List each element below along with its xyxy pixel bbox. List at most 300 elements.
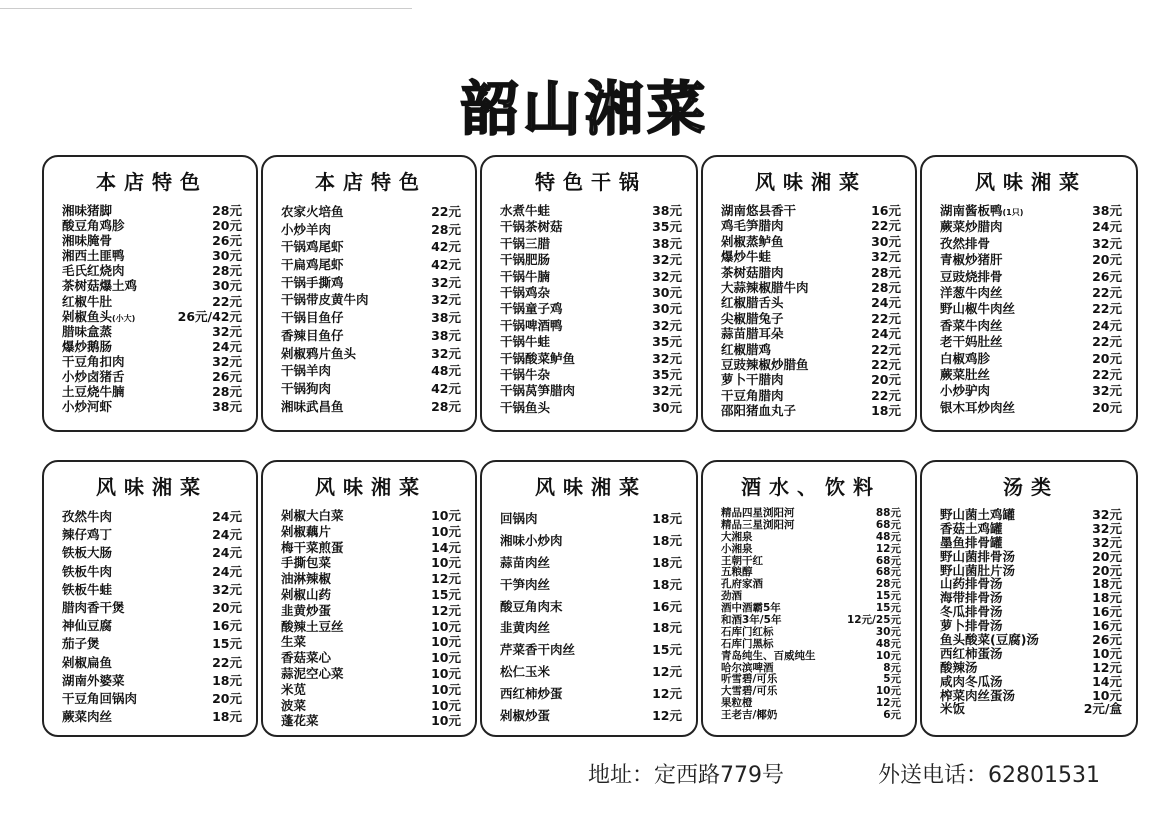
menu-item-name-text: 生菜 [281,634,307,650]
menu-item-price: 10元 [431,650,461,666]
menu-item-price: 22元 [1092,301,1122,317]
menu-item-name [281,398,344,416]
menu-item-price: 24元 [212,545,242,561]
menu-item-price: 10元 [431,523,461,539]
menu-item-name-text: 听雪碧/可乐 [721,673,778,686]
menu-item [281,256,461,274]
menu-item-name [500,400,550,416]
menu-panel [480,155,698,432]
menu-item-price: 12元 [875,697,901,710]
menu-item [281,571,461,587]
menu-item-name-text: 土豆烧牛腩 [62,384,125,400]
menu-item-price: 68元 [875,554,901,567]
menu-item [62,263,242,278]
menu-panel [261,155,477,432]
menu-item-name-text: 精品三星浏阳河 [721,518,795,531]
menu-item-name [62,617,112,635]
menu-item [940,647,1122,661]
menu-item-name-text: 剁椒藕片 [281,523,332,539]
menu-item-price: 20元 [1092,252,1122,268]
menu-item-name [500,269,550,285]
menu-item-price: 38元 [1092,203,1122,218]
menu-panel [480,460,698,737]
menu-item [281,713,461,729]
menu-item [500,661,682,683]
menu-item-name [281,380,331,398]
menu-item-price: 10元 [431,665,461,681]
menu-item-price: 30元 [652,301,682,317]
menu-item-name-text: 西红柿炒蛋 [500,686,563,702]
menu-item-name-text: 榨菜肉丝蛋汤 [940,687,1016,703]
menu-item [500,683,682,705]
menu-item-name [281,291,369,309]
menu-item-price: 32元 [1092,520,1122,536]
menu-item [940,577,1122,591]
menu-item-name-text: 和酒3年/5年 [721,614,782,627]
menu-item [281,619,461,635]
menu-item-name-text: 邵阳猪血丸子 [721,403,797,419]
menu-item [721,295,901,310]
panel-title: 风味湘菜 [535,475,647,499]
menu-item-name-text: 韭黄肉丝 [500,620,551,636]
menu-item-price: 32元 [652,317,682,333]
menu-item-name [940,252,1003,268]
menu-item-name [281,698,306,714]
menu-item-name-text: 湘西土匪鸭 [62,248,125,264]
menu-item-price: 38元 [652,203,682,218]
menu-item-price: 42元 [431,239,461,255]
menu-item-price: 16元 [212,618,242,634]
menu-item [940,605,1122,619]
menu-item-note: (小大) [112,313,136,323]
menu-item [281,291,461,309]
menu-item [940,383,1122,399]
menu-item-name-text: 香菇菜心 [281,650,332,666]
menu-item-name-text: 鸡毛笋腊肉 [721,218,784,234]
menu-item-price: 88元 [875,507,901,519]
menu-item-name-text: 五粮醇 [721,566,753,579]
menu-item-name [500,252,550,268]
menu-item [62,278,242,293]
menu-item-name [500,639,575,661]
menu-item-price: 26元 [1092,632,1122,648]
menu-item [500,617,682,639]
menu-item [500,285,682,301]
menu-item-price: 20元 [212,218,242,234]
menu-item-price: 22元 [212,293,242,309]
menu-item-name-text: 腊味盒蒸 [62,323,113,339]
menu-item [281,203,461,221]
menu-item [62,294,242,309]
menu-item-name [281,666,344,682]
menu-item-price: 32元 [871,249,901,265]
menu-item-price: 14元 [1092,673,1122,689]
menu-item-price: 16元 [1092,618,1122,634]
menu-item-price: 10元 [431,508,461,523]
menu-item-name-text: 米饭 [940,701,966,717]
menu-item-name-text: 干豆角回锅肉 [62,690,138,706]
menu-panel [701,155,917,432]
menu-item-price: 18元 [1092,576,1122,592]
panel-title: 特色干锅 [535,170,647,194]
menu-item [940,522,1122,536]
menu-item-name-text: 干锅羊肉 [281,363,332,379]
menu-item-name [281,309,344,327]
menu-item-name [721,249,771,264]
menu-item-name [721,311,784,326]
menu-item-price: 18元 [1092,590,1122,606]
menu-item [62,369,242,384]
menu-item-name [500,203,550,219]
menu-item-name-text: 冬瓜排骨汤 [940,604,1003,620]
menu-item-name-text: 王老吉/椰奶 [721,709,778,722]
menu-item [940,203,1122,219]
menu-item-name-text: 茄子煲 [62,636,100,652]
menu-item-price: 10元 [1092,645,1122,661]
menu-item [721,280,901,295]
menu-item-name-text: 水煮牛蛙 [500,203,551,218]
menu-item [500,236,682,252]
menu-item-name [62,544,112,562]
menu-item-name [721,326,784,341]
menu-item-name-text: 小炒驴肉 [940,383,991,399]
menu-item-name-text: 海带排骨汤 [940,590,1003,606]
menu-item-name [62,339,112,354]
menu-item-name [281,524,331,540]
menu-item [940,550,1122,564]
menu-item [62,544,242,562]
menu-item-name [940,383,990,399]
menu-item-name [940,591,1003,605]
menu-item-name [62,635,100,653]
menu-item [62,635,242,653]
menu-item [500,400,682,416]
menu-item-price: 38元 [212,399,242,415]
menu-item-price: 12元 [652,686,682,702]
menu-item-price: 26元 [212,233,242,249]
menu-item-price: 20元 [212,690,242,706]
menu-item-price: 15元 [431,586,461,602]
menu-item-name-text: 酸豆角肉末 [500,598,563,614]
menu-item-name [281,682,306,698]
menu-item-name-text: 蒜苗肉丝 [500,554,551,570]
menu-item-price: 48元 [431,363,461,379]
menu-item-name-text: 红椒腊鸡 [721,341,772,357]
menu-item [940,285,1122,301]
menu-item-name [500,552,550,574]
menu-item-price: 10元 [431,555,461,571]
menu-item-name-text: 野山菌土鸡罐 [940,507,1016,522]
menu-item-price: 22元 [1092,334,1122,350]
menu-item [281,524,461,540]
menu-item-price: 22元 [871,387,901,403]
menu-item-price: 32元 [212,353,242,369]
menu-item-price: 20元 [1092,548,1122,564]
menu-item-name [500,351,575,367]
menu-item-price: 18元 [871,403,901,419]
menu-item-name [500,334,550,350]
menu-item-price: 24元 [212,527,242,543]
menu-item-name [721,280,809,295]
menu-item-name [281,650,331,666]
menu-item-name [721,295,784,310]
menu-item-name [940,550,1015,564]
menu-item-name [62,233,112,248]
menu-item-name-text: 蕨菜肚丝 [940,366,991,382]
menu-item-price: 12元 [875,542,901,555]
menu-item [940,351,1122,367]
menu-item-name-text: 蕨菜肉丝 [62,709,113,725]
panel-title: 汤类 [1003,475,1059,499]
menu-item-name-text: 辣仔鸡丁 [62,527,113,543]
menu-item-name-text: 酸辣土豆丝 [281,618,344,634]
menu-item-name [721,342,771,357]
menu-item-name-text: 干锅狗肉 [281,380,332,396]
menu-item-name-text: 蓬花菜 [281,713,319,729]
menu-item-name [940,318,1003,334]
menu-item-name [281,274,344,292]
menu-item-name-text: 干锅鱼头 [500,399,551,415]
menu-item-price: 22元 [871,218,901,234]
menu-item-price: 10元 [431,634,461,650]
phone-text: 外送电话：62801531 [878,763,1100,788]
menu-item [281,508,461,524]
menu-item-name-text: 洋葱牛肉丝 [940,284,1003,300]
menu-item-name-text: 茶树菇腊肉 [721,264,784,280]
menu-item [62,654,242,672]
menu-item-name-text: 干锅手撕鸡 [281,274,344,290]
menu-item-name-text: 小炒羊肉 [281,221,332,237]
menu-item-price: 22元 [871,356,901,372]
menu-item [940,252,1122,268]
menu-item-price: 10元 [431,697,461,713]
menu-item-name [721,403,796,418]
menu-item-name-text: 米苋 [281,681,307,697]
menu-item [940,269,1122,285]
menu-item-price: 12元 [1092,659,1122,675]
menu-item [721,203,901,218]
menu-item-name-text: 腊肉香干煲 [62,599,125,615]
menu-item-name [62,399,112,414]
menu-item-name-text: 银木耳炒肉丝 [940,399,1016,415]
menu-item [721,372,901,387]
menu-item [500,508,682,530]
menu-item-name-text: 果粒橙 [721,697,753,710]
menu-item-price: 32元 [652,268,682,284]
menu-item-name [62,369,125,384]
menu-item-name-text: 梅干菜煎蛋 [281,539,344,555]
menu-item [62,233,242,248]
menu-item-price: 18元 [652,554,682,570]
menu-item-name [940,564,1015,578]
menu-item-price: 16元 [871,203,901,218]
menu-item-name [940,269,1003,285]
menu-item-name-text: 干锅茶树菇 [500,219,563,235]
address-text: 地址：定西路779号 [588,763,784,788]
menu-item [62,354,242,369]
menu-item-name [940,633,1039,647]
menu-item [721,342,901,357]
menu-item [281,221,461,239]
menu-item-name-text: 干锅带皮黄牛肉 [281,292,369,308]
menu-item-price: 22元 [871,341,901,357]
menu-item-price: 24元 [871,295,901,311]
menu-item-name-text: 干锅牛腩 [500,268,551,284]
menu-item [500,574,682,596]
menu-item-name-text: 回锅肉 [500,511,538,526]
menu-item [281,309,461,327]
menu-item-name-text: 山药排骨汤 [940,576,1003,592]
menu-item-price: 28元 [212,263,242,279]
menu-item-price: 42元 [431,257,461,273]
menu-item [62,399,242,414]
menu-item [940,675,1122,689]
menu-item [940,633,1122,647]
menu-item-name-text: 农家火培鱼 [281,204,344,219]
menu-item [281,666,461,682]
menu-item-name-text: 石库门红标 [721,625,774,638]
menu-item-price: 28元 [431,221,461,237]
menu-item-name [940,675,1003,689]
menu-item [281,380,461,398]
menu-item-name [500,596,563,618]
menu-item-name [281,238,344,256]
menu-item [500,596,682,618]
menu-item [940,536,1122,550]
menu-item-name-text: 青岛纯生、百威纯生 [721,649,816,662]
menu-item-name-text: 咸肉冬瓜汤 [940,673,1003,689]
menu-item-name [62,324,112,339]
menu-item [500,705,682,727]
restaurant-title: 韶山湘菜 [460,75,709,143]
menu-item-name [281,587,331,603]
menu-panel [920,155,1138,432]
panel-title: 风味湘菜 [315,475,427,499]
menu-item-name-text: 干锅莴笋腊肉 [500,383,576,399]
panel-title: 风味湘菜 [975,170,1087,194]
menu-item-name [940,702,965,716]
menu-item-price: 12元 [431,571,461,587]
menu-item-name-text: 松仁玉米 [500,664,551,680]
menu-item-name-text: 湘味腌骨 [62,233,113,249]
menu-item-price: 12元 [652,664,682,680]
menu-item-name-text: 湘味小炒肉 [500,532,563,548]
menu-item-price: 14元 [431,539,461,555]
menu-item-name-text: 干锅啤酒鸭 [500,317,563,333]
menu-item-price: 12元 [652,708,682,724]
menu-item-name [940,334,1003,350]
menu-item-name-text: 湖南悠县香干 [721,203,797,218]
menu-item-price: 10元 [431,618,461,634]
menu-item-price: 30元 [652,284,682,300]
menu-item-price: 20元 [1092,399,1122,415]
menu-item-name-text: 湘味武昌鱼 [281,398,344,414]
menu-item-name-text: 铁板牛肉 [62,563,113,579]
menu-item-name-text: 小炒河虾 [62,399,113,415]
menu-item-price: 32元 [212,323,242,339]
menu-item-name [500,318,563,334]
menu-item-name-text: 野山椒牛肉丝 [940,301,1016,317]
menu-item [940,318,1122,334]
menu-item-price: 35元 [652,334,682,350]
menu-item-name [281,540,344,556]
menu-panel [42,155,258,432]
menu-item [940,689,1122,703]
menu-item-name-text: 毛氏红烧肉 [62,263,125,279]
menu-item [940,702,1122,716]
menu-item [281,603,461,619]
menu-item-name [940,522,1003,536]
menu-item [721,265,901,280]
menu-item-name-text: 小湘泉 [721,542,753,555]
menu-item-name-text: 小炒卤猪舌 [62,369,125,385]
menu-item-name [940,367,990,383]
menu-item-name-text: 野山菌肚片汤 [940,562,1016,578]
menu-item-name-text: 湖南酱板鸭 [940,203,1003,218]
menu-item-price: 26元 [212,369,242,385]
menu-item-price: 10元 [875,649,901,662]
menu-item-name-text: 干锅鸡杂 [500,284,551,300]
menu-item-name [721,218,784,233]
menu-item [940,219,1122,235]
menu-item-name [62,218,125,233]
menu-item-price: 28元 [871,279,901,295]
menu-item-name [721,388,784,403]
menu-item [281,327,461,345]
menu-item-name-text: 孔府家酒 [721,578,763,591]
menu-item-price: 38元 [431,327,461,343]
menu-item-name-text: 剁椒鱼头 [62,308,113,324]
menu-item-price: 32元 [1092,534,1122,550]
menu-item-name-text: 酸辣汤 [940,659,978,675]
menu-item-name [62,654,112,672]
menu-item [62,526,242,544]
menu-item-price: 35元 [652,219,682,235]
menu-item [281,555,461,571]
menu-item [281,398,461,416]
top-rule [0,8,412,9]
menu-item-price: 18元 [212,672,242,688]
menu-item-name [721,265,784,280]
menu-item-name [940,619,1003,633]
menu-item-name-text: 波菜 [281,697,307,713]
menu-item [62,690,242,708]
menu-item-name [281,362,331,380]
menu-item-name-text: 香菇土鸡罐 [940,520,1003,536]
menu-item-name-text: 石库门黑标 [721,637,774,650]
menu-item-name [281,203,344,221]
menu-panel [42,460,258,737]
menu-item [62,617,242,635]
menu-item-price: 68元 [875,518,901,531]
menu-item-price: 32元 [1092,383,1122,399]
menu-item-price: 28元 [871,264,901,280]
menu-item-name-text: 干锅肥肠 [500,252,551,268]
menu-item [721,218,901,233]
menu-item-name-text: 爆炒牛蛙 [721,249,772,265]
menu-item [500,334,682,350]
menu-item-name-text: 蒜苗腊耳朵 [721,326,784,342]
menu-item-name-text: 油淋辣椒 [281,571,332,587]
menu-item-name-text: 干豆角扣肉 [62,353,125,369]
menu-item [62,599,242,617]
menu-item-name [940,351,990,367]
menu-item [940,591,1122,605]
menu-item-price: 18元 [652,511,682,526]
menu-item [500,318,682,334]
menu-item-name [500,508,538,530]
menu-item-price: 24元 [1092,317,1122,333]
